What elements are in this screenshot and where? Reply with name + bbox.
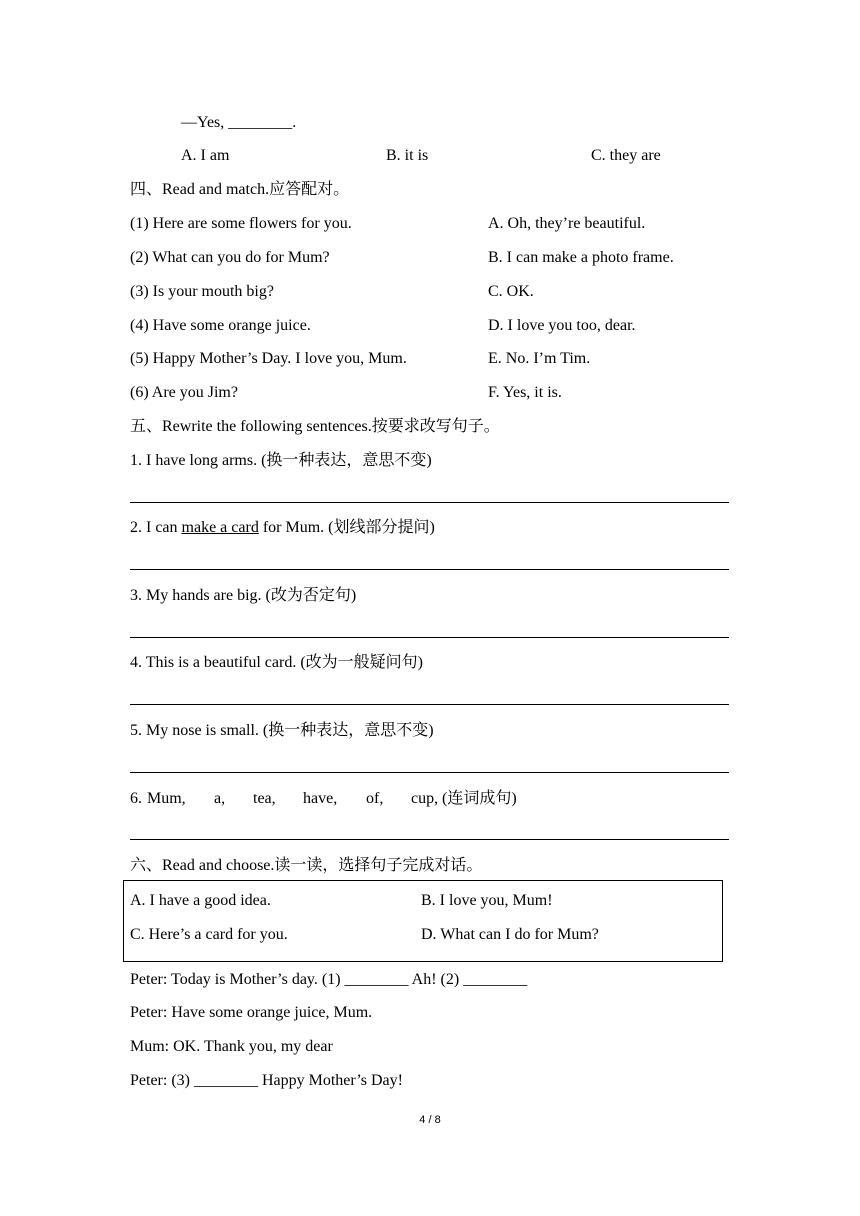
choice-a: A. I have a good idea.: [130, 892, 271, 909]
dialogue-line-3: Mum: OK. Thank you, my dear: [130, 1038, 333, 1055]
match-right-f: F. Yes, it is.: [488, 384, 562, 401]
rewrite-q2: [130, 518, 435, 538]
answer-rule-5[interactable]: [130, 772, 729, 773]
match-left-5: (5) Happy Mother’s Day. I love you, Mum.: [130, 350, 407, 367]
match-left-2: (2) What can you do for Mum?: [130, 249, 330, 266]
match-left-6: (6) Are you Jim?: [130, 384, 238, 401]
scrambled-word-6: cup,: [411, 790, 439, 807]
answer-rule-4[interactable]: [130, 704, 729, 705]
section4-heading: 四、Read and match.应答配对。: [130, 181, 350, 198]
match-left-1: (1) Here are some flowers for you.: [130, 215, 352, 232]
rewrite-q2-post: for Mum. (划线部分提问): [258, 519, 435, 536]
scrambled-word-5: of,: [366, 790, 384, 807]
scrambled-word-1: Mum,: [147, 790, 186, 807]
option-c: C. they are: [591, 147, 661, 164]
choice-c: C. Here’s a card for you.: [130, 926, 288, 943]
dialogue-line-4: Peter: (3) ________ Happy Mother’s Day!: [130, 1072, 403, 1089]
scrambled-word-4: have,: [303, 790, 338, 807]
option-a: A. I am: [181, 147, 230, 164]
choice-b: B. I love you, Mum!: [421, 892, 553, 909]
answer-rule-1[interactable]: [130, 502, 729, 503]
match-right-b: B. I can make a photo frame.: [488, 249, 674, 266]
page-number: 4 / 8: [419, 1114, 441, 1126]
match-left-4: (4) Have some orange juice.: [130, 317, 311, 334]
rewrite-q5: 5. My nose is small. (换一种表达，意思不变): [130, 722, 434, 739]
match-right-a: A. Oh, they’re beautiful.: [488, 215, 646, 232]
rewrite-q2-underlined: make a card: [181, 519, 259, 536]
option-b: B. it is: [386, 147, 429, 164]
match-right-e: E. No. I’m Tim.: [488, 350, 591, 367]
rewrite-q2-pre: 2. I can: [130, 519, 182, 536]
answer-line: —Yes, ________.: [181, 114, 297, 131]
rewrite-q6-hint: (连词成句): [442, 790, 517, 807]
match-right-c: C. OK.: [488, 283, 534, 300]
scrambled-word-3: tea,: [253, 790, 276, 807]
answer-rule-6[interactable]: [130, 839, 729, 840]
dialogue-line-2: Peter: Have some orange juice, Mum.: [130, 1004, 373, 1021]
answer-rule-3[interactable]: [130, 637, 729, 638]
match-left-3: (3) Is your mouth big?: [130, 283, 274, 300]
answer-rule-2[interactable]: [130, 569, 729, 570]
scrambled-word-2: a,: [214, 790, 226, 807]
dialogue-line-1: Peter: Today is Mother’s day. (1) ________ Ah! (2) ________: [130, 971, 528, 988]
rewrite-q4: 4. This is a beautiful card. (改为一般疑问句): [130, 654, 423, 671]
rewrite-q6-number: 6.: [130, 790, 142, 807]
section6-heading: 六、Read and choose.读一读，选择句子完成对话。: [130, 857, 483, 874]
choice-d: D. What can I do for Mum?: [421, 926, 599, 943]
section5-heading: 五、Rewrite the following sentences.按要求改写句子。: [130, 418, 500, 435]
rewrite-q3: 3. My hands are big. (改为否定句): [130, 587, 357, 604]
rewrite-q1: 1. I have long arms. (换一种表达，意思不变): [130, 452, 432, 469]
match-right-d: D. I love you too, dear.: [488, 317, 636, 334]
